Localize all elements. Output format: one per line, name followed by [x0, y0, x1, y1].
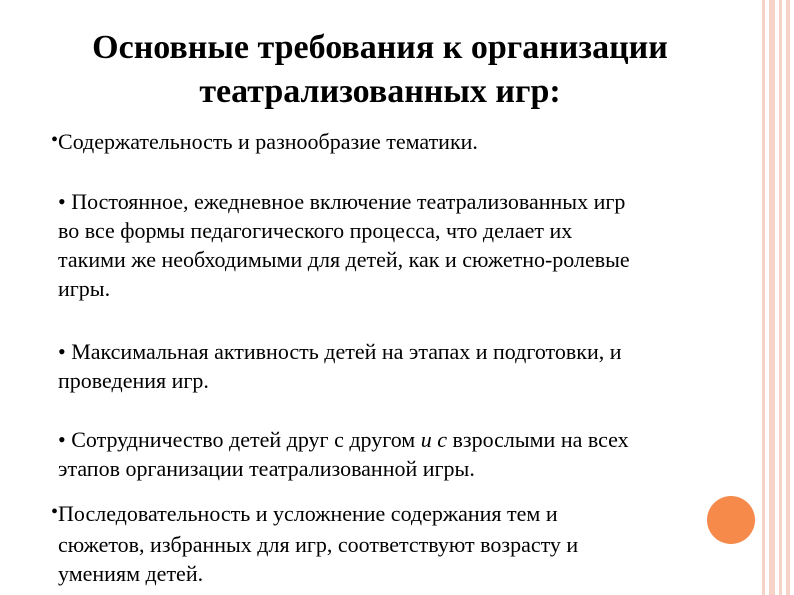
bullet-marker: •: [58, 427, 66, 452]
bullet-text-line: Последовательность и усложнение содержания тем и: [58, 501, 558, 526]
bullet-text-line: Постоянное, ежедневное включение театрализованных игр: [71, 189, 626, 214]
title-line-1: Основные требования к организации: [92, 29, 668, 66]
bullet-text-line: такими же необходимыми для детей, как и сюжетно-ролевые: [58, 247, 630, 272]
bullet-marker: •: [51, 501, 59, 523]
decorative-side-stripes: [760, 0, 794, 595]
bullet-item-4: [58, 425, 748, 483]
bullet-text-line: умениям детей.: [58, 561, 204, 586]
bullet-item-1: [51, 127, 751, 158]
stripe: [762, 0, 765, 595]
bullet-text-line: сюжетов, избранных для игр, соответствуют возрасту и: [58, 532, 579, 557]
bullet-text-line: этапов организации театрализованной игры.: [58, 456, 475, 481]
bullet-item-5: [51, 499, 751, 588]
stripe: [779, 0, 782, 595]
slide-title: [30, 26, 730, 114]
bullet-text-line: во все формы педагогического процесса, что делает их: [58, 218, 573, 243]
title-line-2: театрализованных игр:: [199, 73, 561, 110]
bullet-marker: •: [51, 129, 59, 151]
bullet-item-2: [58, 187, 748, 303]
bullet-italic-text: и с: [420, 427, 447, 452]
bullet-marker: •: [58, 339, 66, 364]
stripe: [769, 0, 775, 595]
bullet-text: Сотрудничество детей друг с другом: [71, 427, 421, 452]
bullet-text-line: Максимальная активность детей на этапах и подготовки, и: [71, 339, 622, 364]
bullet-marker: •: [58, 189, 66, 214]
bullet-text: взрослыми на всех: [446, 427, 629, 452]
bullet-text: Содержательность и разнообразие тематики.: [58, 129, 478, 154]
bullet-text-line: игры.: [58, 276, 111, 301]
decorative-orange-circle: [707, 496, 755, 544]
bullet-item-3: [58, 337, 748, 395]
stripe: [786, 0, 790, 595]
bullet-text-line: проведения игр.: [58, 368, 209, 393]
